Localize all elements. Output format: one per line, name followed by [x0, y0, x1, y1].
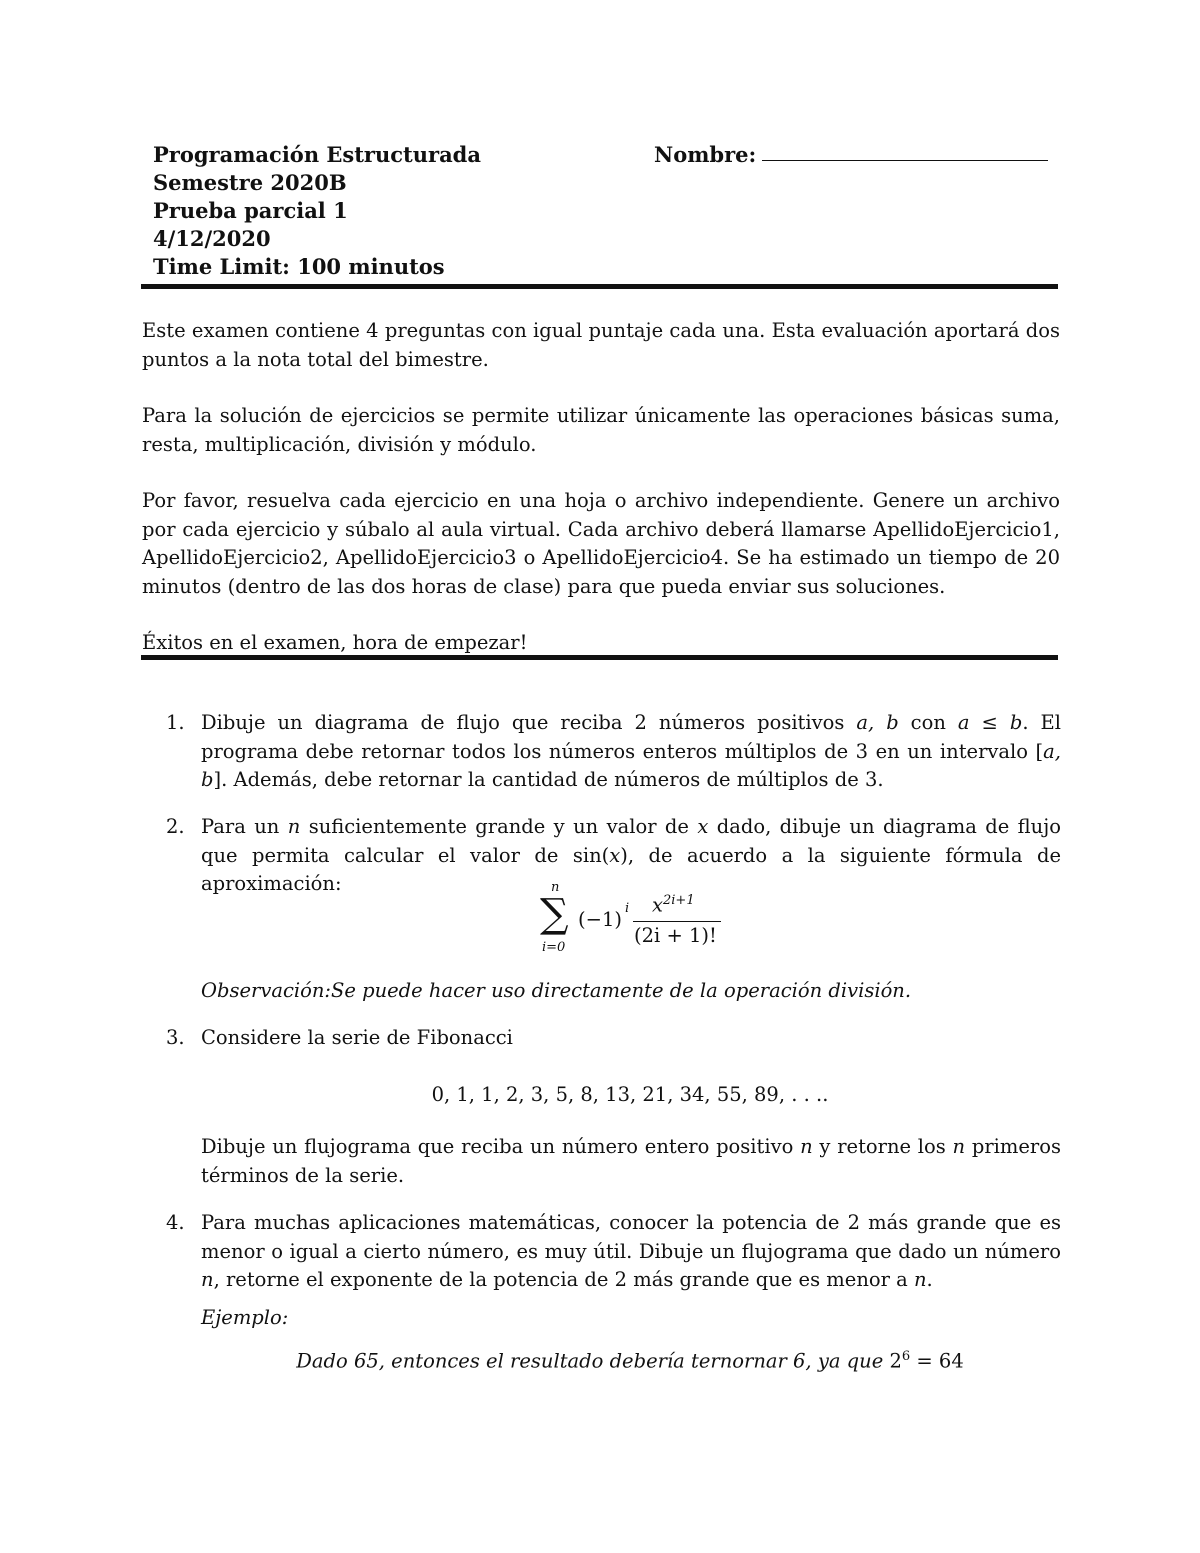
- intro-rule: [141, 655, 1058, 660]
- question-2-text: Para un n suficientemente grande y un valor de x dado, dibuje un diagrama de flujo que permita calcular el valor de sin(x), de acuerdo a la siguiente fórmula de aproximación:: [201, 815, 1061, 895]
- test-name: Prueba parcial 1: [153, 198, 348, 223]
- question-3-intro: Considere la serie de Fibonacci: [201, 1026, 513, 1049]
- fibonacci-series: 0, 1, 1, 2, 3, 5, 8, 13, 21, 34, 55, 89, . . ..: [431, 1083, 829, 1106]
- header-rule: [141, 284, 1058, 289]
- time-limit: Time Limit: 100 minutos: [153, 254, 445, 279]
- question-2-number: 2.: [166, 815, 185, 838]
- alternating-factor: (−1): [578, 908, 622, 931]
- question-1-text: Dibuje un diagrama de flujo que reciba 2 números positivos a, b con a ≤ b. El programa debe retornar todos los números enteros múltiplos de 3 en un intervalo [a, b]. Además, debe retornar la cantidad de números de múltiplos de 3.: [201, 711, 1061, 791]
- example-text: Dado 65, entonces el resultado debería ternornar 6, ya que $2^6 = 64$: [296, 1349, 964, 1373]
- sum-lower-limit: i=0: [542, 940, 566, 955]
- fraction-bar: [633, 921, 721, 922]
- question-4-number: 4.: [166, 1211, 185, 1234]
- sum-upper-limit: n: [551, 880, 560, 895]
- fraction-denominator: (2i + 1)!: [634, 924, 717, 947]
- sine-series-formula: [530, 880, 730, 963]
- name-blank-line: [762, 160, 1048, 161]
- intro-paragraph-1: Este examen contiene 4 preguntas con igual puntaje cada una. Esta evaluación aportará dos puntos a la nota total del bimestre.: [142, 319, 1060, 371]
- question-2-note: Observación:Se puede hacer uso directamente de la operación división.: [201, 979, 912, 1002]
- exam-date: 4/12/2020: [153, 226, 271, 251]
- course-title: Programación Estructurada: [153, 142, 481, 167]
- example-label: Ejemplo:: [201, 1306, 289, 1329]
- summation-symbol: ∑: [540, 891, 569, 937]
- fraction-numerator: $x^{2i+1}$: [652, 893, 695, 917]
- intro-paragraph-4: Éxitos en el examen, hora de empezar!: [142, 631, 528, 654]
- semester: Semestre 2020B: [153, 170, 347, 195]
- alternating-exponent: i: [625, 901, 630, 916]
- question-3-text: Dibuje un flujograma que reciba un número entero positivo n y retorne los n primeros términos de la serie.: [201, 1135, 1061, 1187]
- question-4-text: Para muchas aplicaciones matemáticas, conocer la potencia de 2 más grande que es menor o igual a cierto número, es muy útil. Dibuje un flujograma que dado un número n, retorne el exponente de la potencia de 2 más grande que es menor a n.: [201, 1211, 1061, 1291]
- question-1-number: 1.: [166, 711, 185, 734]
- question-3-number: 3.: [166, 1026, 185, 1049]
- intro-paragraph-2: Para la solución de ejercicios se permite utilizar únicamente las operaciones básicas suma, resta, multiplicación, división y módulo.: [142, 404, 1060, 456]
- name-label: Nombre:: [654, 142, 757, 167]
- intro-paragraph-3: Por favor, resuelva cada ejercicio en una hoja o archivo independiente. Genere un archivo por cada ejercicio y súbalo al aula virtual. Cada archivo deberá llamarse ApellidoEjercicio1, ApellidoEjercicio2, ApellidoEjercicio3 o ApellidoEjercicio4. Se ha estimado un tiempo de 20 minutos (dentro de las dos horas de clase) para que pueda enviar sus soluciones.: [142, 489, 1060, 598]
